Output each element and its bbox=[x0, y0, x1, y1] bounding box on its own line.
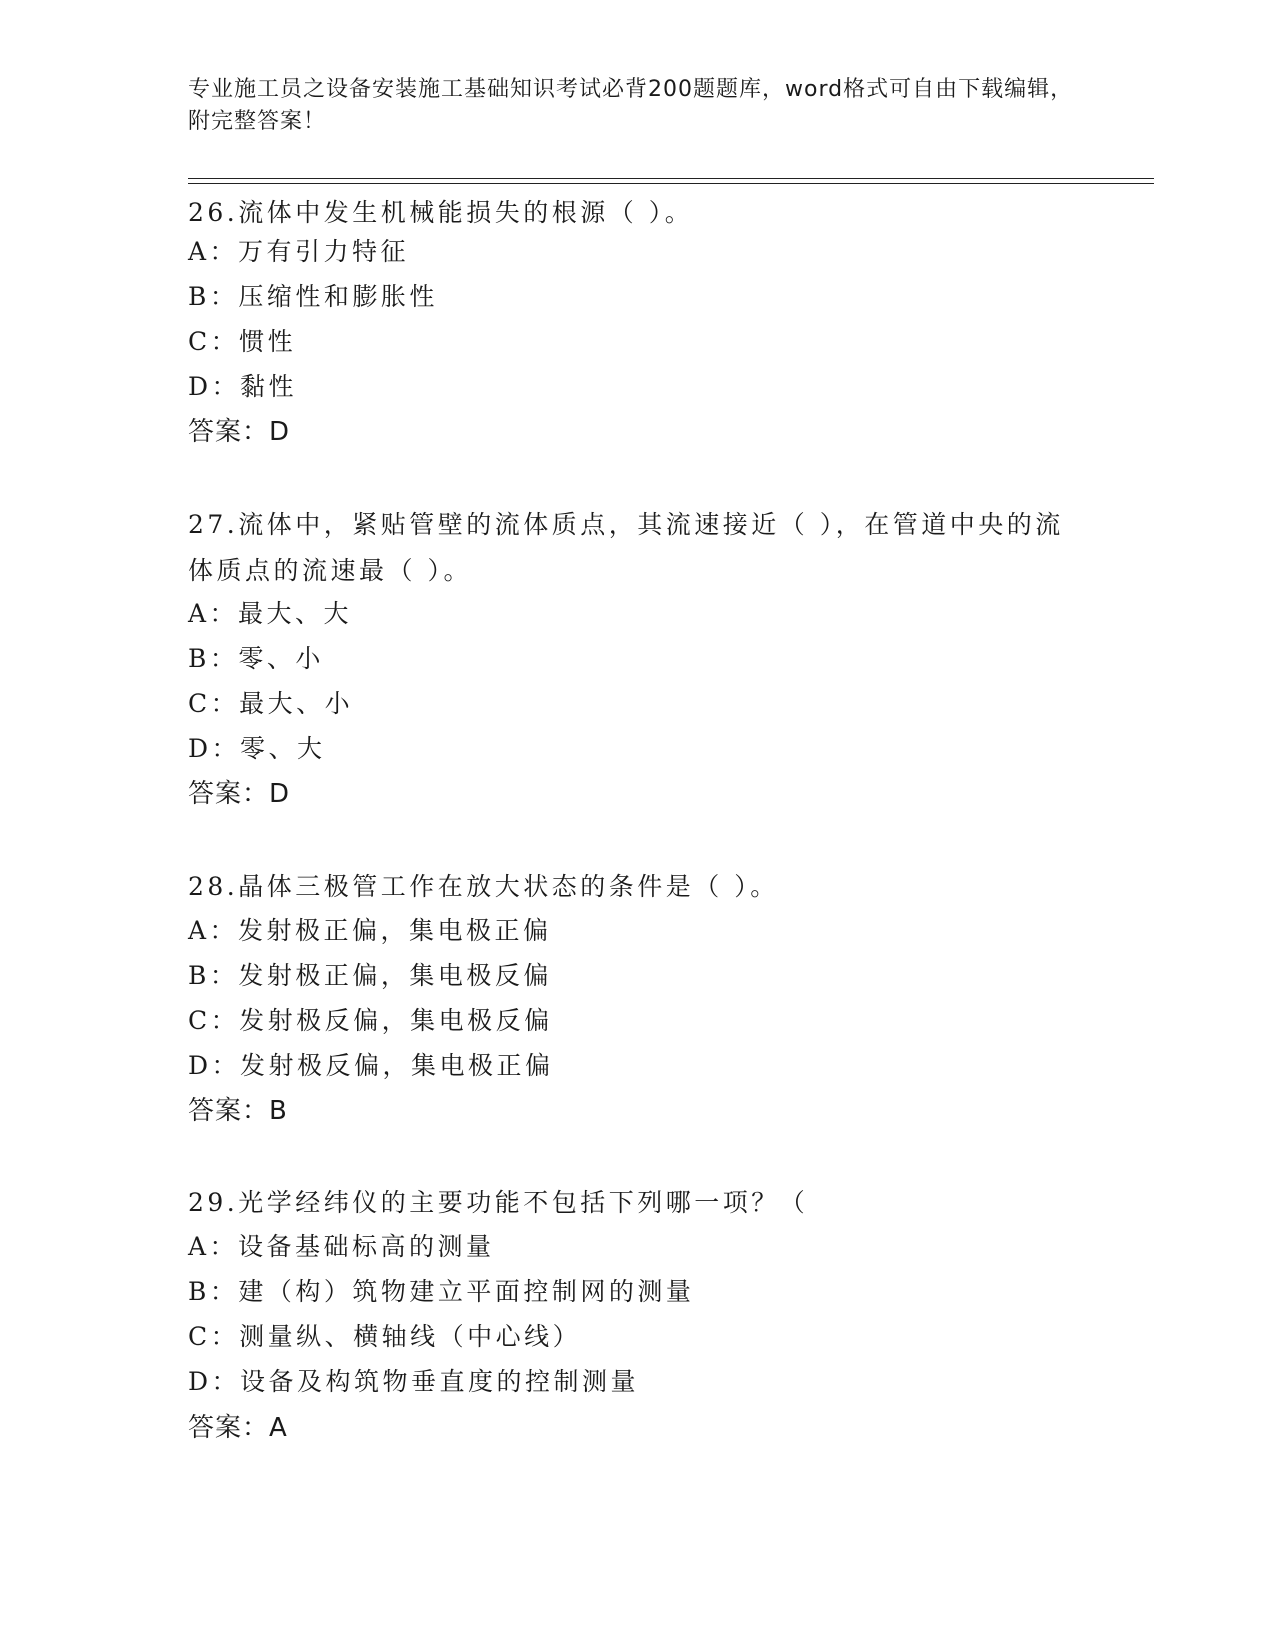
question-29-answer: 答案：A bbox=[188, 1413, 288, 1443]
question-27-option-b: B：零、小 bbox=[188, 644, 324, 673]
question-28-option-b: B：发射极正偏，集电极反偏 bbox=[188, 961, 552, 990]
header-divider-top bbox=[188, 178, 1154, 179]
question-26-option-c: C：惯性 bbox=[188, 327, 297, 356]
question-26-text: 26.流体中发生机械能损失的根源（ ）。 bbox=[188, 198, 694, 227]
question-29-option-c: C：测量纵、横轴线（中心线） bbox=[188, 1322, 582, 1351]
question-29-option-a: A：设备基础标高的测量 bbox=[188, 1232, 495, 1261]
question-27-option-a: A：最大、大 bbox=[188, 599, 353, 628]
question-26-option-d: D：黏性 bbox=[188, 372, 298, 401]
question-28-option-d: D：发射极反偏，集电极正偏 bbox=[188, 1051, 554, 1080]
question-28-option-a: A：发射极正偏，集电极正偏 bbox=[188, 916, 552, 945]
question-26-answer: 答案：D bbox=[188, 417, 291, 447]
question-28-answer: 答案：B bbox=[188, 1096, 288, 1126]
question-26-option-a: A：万有引力特征 bbox=[188, 237, 410, 266]
question-29-option-b: B：建（构）筑物建立平面控制网的测量 bbox=[188, 1277, 695, 1306]
question-28-text: 28.晶体三极管工作在放大状态的条件是（ ）。 bbox=[188, 872, 779, 901]
question-29-text: 29.光学经纬仪的主要功能不包括下列哪一项？（ bbox=[188, 1188, 809, 1217]
question-27-answer: 答案：D bbox=[188, 779, 291, 809]
question-27-text: 27.流体中，紧贴管壁的流体质点，其流速接近（ ），在管道中央的流体质点的流速最（ ）。 bbox=[188, 510, 1064, 585]
question-26-option-b: B：压缩性和膨胀性 bbox=[188, 282, 438, 311]
question-28-option-c: C：发射极反偏，集电极反偏 bbox=[188, 1006, 553, 1035]
question-29-option-d: D：设备及构筑物垂直度的控制测量 bbox=[188, 1367, 640, 1396]
header-divider-bottom bbox=[188, 183, 1154, 184]
document-header: 专业施工员之设备安装施工基础知识考试必背200题题库，word格式可自由下载编辑，附完整答案！ bbox=[188, 77, 1074, 134]
question-27-option-d: D：零、大 bbox=[188, 734, 326, 763]
question-27-option-c: C：最大、小 bbox=[188, 689, 354, 718]
